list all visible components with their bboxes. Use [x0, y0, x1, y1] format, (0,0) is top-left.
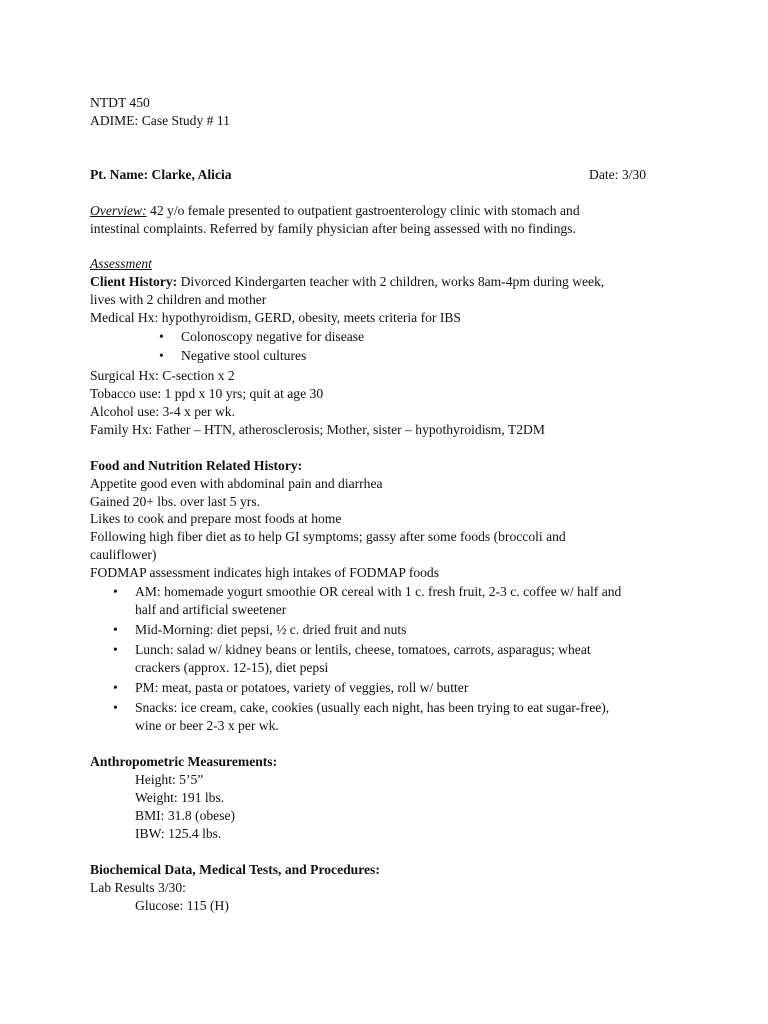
medical-history: Medical Hx: hypothyroidism, GERD, obesity, meets criteria for IBS	[90, 310, 461, 325]
ibw-value: IBW: 125.4 lbs.	[135, 826, 222, 841]
bullet-icon: •	[113, 680, 118, 695]
bullet-icon: •	[159, 329, 164, 344]
bullet-icon: •	[113, 584, 118, 599]
list-item: • Negative stool cultures	[159, 348, 307, 363]
client-history-line-1	[90, 273, 604, 291]
patient-name: Pt. Name: Clarke, Alicia	[90, 167, 232, 182]
food-line: Appetite good even with abdominal pain and diarrhea	[90, 476, 383, 491]
bmi-value: BMI: 31.8 (obese)	[135, 808, 236, 823]
tobacco-use: Tobacco use: 1 ppd x 10 yrs; quit at age 30	[90, 386, 324, 401]
food-history-heading: Food and Nutrition Related History:	[90, 458, 303, 473]
bullet-icon: •	[113, 642, 118, 657]
alcohol-use: Alcohol use: 3-4 x per wk.	[90, 404, 235, 419]
anthropometric-heading: Anthropometric Measurements:	[90, 754, 278, 769]
bullet-icon: •	[113, 700, 118, 715]
overview-line-2: intestinal complaints. Referred by family physician after being assessed with no findings.	[90, 221, 576, 236]
client-history-line-2: lives with 2 children and mother	[90, 292, 267, 307]
food-line: Following high fiber diet as to help GI symptoms; gassy after some foods (broccoli and	[90, 529, 566, 544]
list-item-continuation: crackers (approx. 12-15), diet pepsi	[135, 660, 329, 675]
list-item: • Snacks: ice cream, cake, cookies (usually each night, has been trying to eat sugar-free),	[113, 700, 610, 715]
list-item: • Mid-Morning: diet pepsi, ½ c. dried fruit and nuts	[113, 622, 407, 637]
document-date: Date: 3/30	[589, 167, 647, 182]
weight-value: Weight: 191 lbs.	[135, 790, 225, 805]
surgical-history: Surgical Hx: C-section x 2	[90, 368, 235, 383]
bullet-icon: •	[113, 622, 118, 637]
overview-text-1: 42 y/o female presented to outpatient gastroenterology clinic with stomach and	[146, 203, 580, 218]
course-code: NTDT 450	[90, 95, 150, 110]
biochemical-heading: Biochemical Data, Medical Tests, and Procedures:	[90, 862, 380, 877]
food-line: Gained 20+ lbs. over last 5 yrs.	[90, 494, 261, 509]
family-history: Family Hx: Father – HTN, atherosclerosis; Mother, sister – hypothyroidism, T2DM	[90, 422, 545, 437]
overview-label: Overview:	[90, 203, 147, 218]
list-item: • AM: homemade yogurt smoothie OR cereal with 1 c. fresh fruit, 2-3 c. coffee w/ half and	[113, 584, 622, 599]
food-line: Likes to cook and prepare most foods at home	[90, 511, 342, 526]
list-item-continuation: wine or beer 2-3 x per wk.	[135, 718, 279, 733]
list-item-continuation: half and artificial sweetener	[135, 602, 287, 617]
lab-results-label: Lab Results 3/30:	[90, 880, 186, 895]
case-study-title: ADIME: Case Study # 11	[90, 113, 230, 128]
food-line: cauliflower)	[90, 547, 157, 562]
list-item: • Lunch: salad w/ kidney beans or lentils, cheese, tomatoes, carrots, asparagus; wheat	[113, 642, 591, 657]
overview-line-1	[90, 202, 580, 220]
list-item: • Colonoscopy negative for disease	[159, 329, 365, 344]
food-line: FODMAP assessment indicates high intakes of FODMAP foods	[90, 565, 440, 580]
assessment-heading: Assessment	[90, 256, 152, 271]
glucose-value: Glucose: 115 (H)	[135, 898, 229, 913]
client-history-text-1: Divorced Kindergarten teacher with 2 children, works 8am-4pm during week,	[177, 274, 605, 289]
client-history-label: Client History:	[90, 274, 178, 289]
list-item: • PM: meat, pasta or potatoes, variety of veggies, roll w/ butter	[113, 680, 469, 695]
height-value: Height: 5’5”	[135, 772, 204, 787]
bullet-icon: •	[159, 348, 164, 363]
